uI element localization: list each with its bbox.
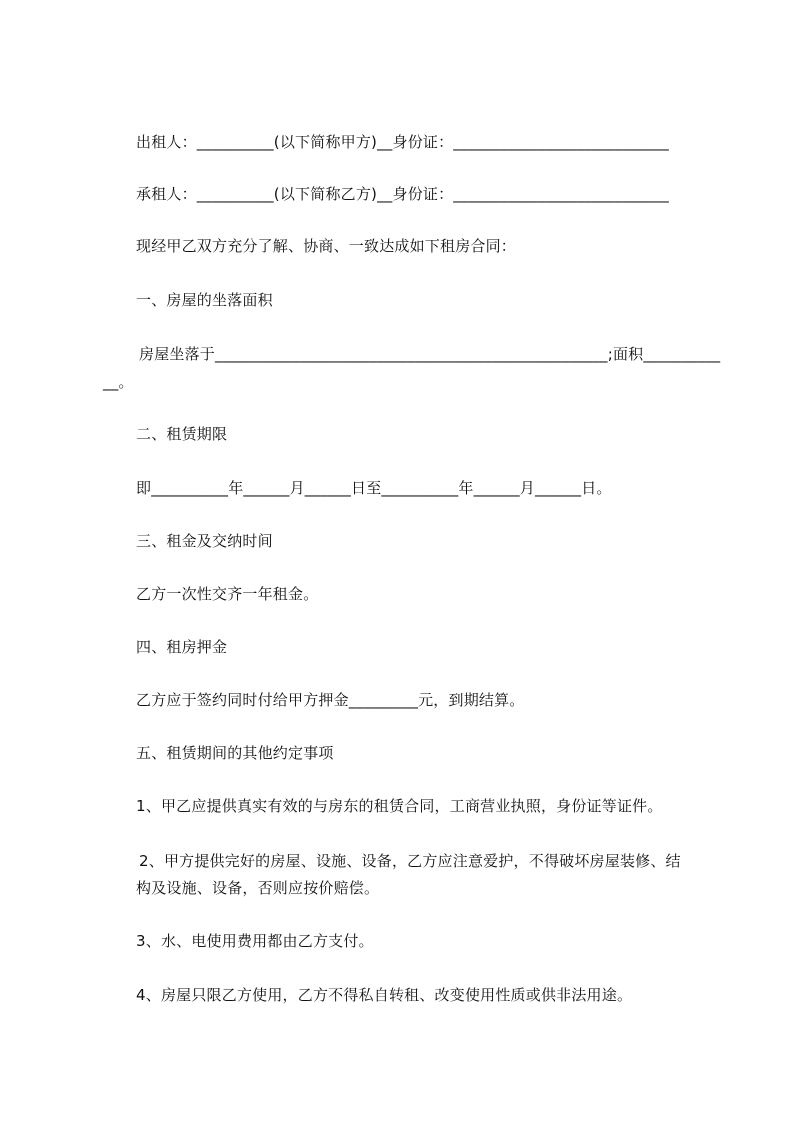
lessor-line: 出租人：__________(以下简称甲方)__身份证：____________________________	[136, 133, 669, 151]
term-2-continuation: 构及设施、设备，否则应按价赔偿。	[136, 879, 380, 897]
term-2: 2、甲方提供完好的房屋、设施、设备，乙方应注意爱护，不得破坏房屋装修、结	[139, 852, 681, 870]
agreement-intro: 现经甲乙双方充分了解、协商、一致达成如下租房合同：	[136, 237, 517, 255]
section-4-heading: 四、租房押金	[136, 638, 228, 656]
lessee-line: 承租人：__________(以下简称乙方)__身份证：____________________________	[136, 185, 669, 203]
section-2-heading: 二、租赁期限	[136, 425, 228, 443]
section-5-heading: 五、租赁期间的其他约定事项	[136, 744, 334, 762]
property-location-line: 房屋坐落于___________________________________________________;面积__________	[139, 345, 721, 363]
section-3-heading: 三、租金及交纳时间	[136, 532, 273, 550]
deposit-line: 乙方应于签约同时付给甲方押金_________元，到期结算。	[136, 691, 525, 709]
term-1: 1、甲乙应提供真实有效的与房东的租赁合同，工商营业执照，身份证等证件。	[136, 797, 663, 815]
lease-term-line: 即__________年______月______日至__________年______月______日。	[136, 479, 612, 497]
term-3: 3、水、电使用费用都由乙方支付。	[136, 932, 374, 950]
rent-payment-line: 乙方一次性交齐一年租金。	[136, 585, 319, 603]
property-location-continuation: __。	[103, 373, 134, 391]
section-1-heading: 一、房屋的坐落面积	[136, 291, 273, 309]
term-4: 4、房屋只限乙方使用，乙方不得私自转租、改变使用性质或供非法用途。	[136, 986, 633, 1004]
